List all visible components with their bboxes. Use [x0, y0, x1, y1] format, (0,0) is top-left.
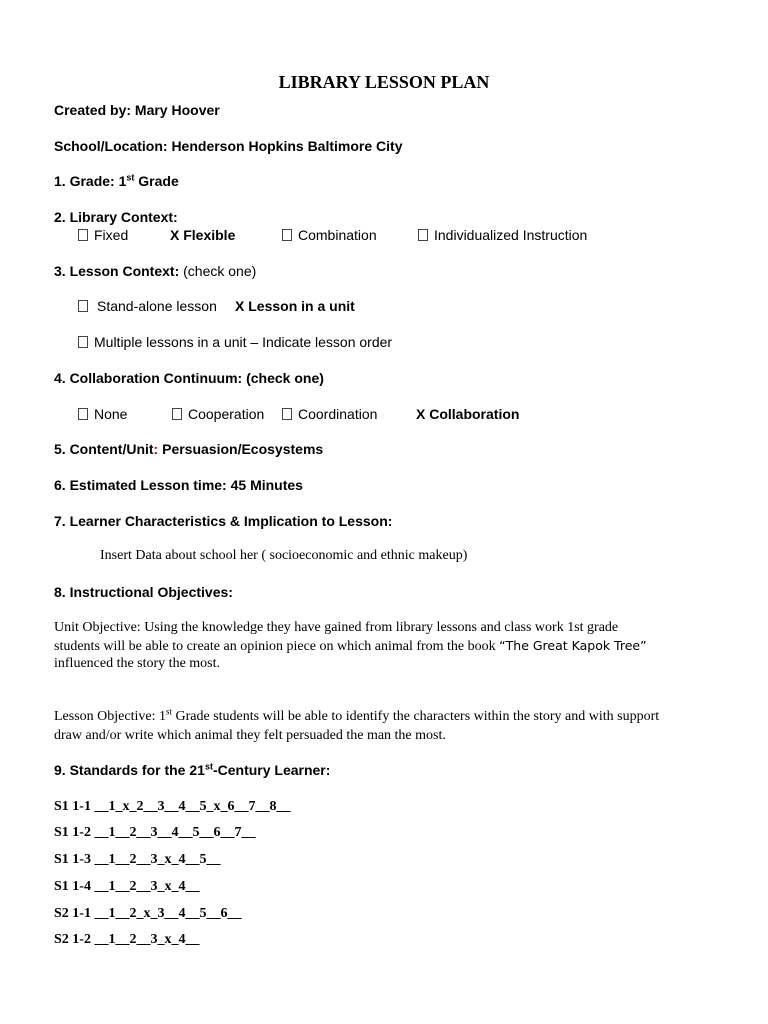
standards-label-suffix: -Century Learner:: [212, 762, 331, 778]
grade-suffix: Grade: [134, 173, 179, 189]
book-title: “The Great Kapok Tree”: [499, 638, 647, 653]
lesson-time: 6. Estimated Lesson time: 45 Minutes: [54, 477, 303, 493]
grade-label: 1. Grade: 1: [54, 173, 127, 189]
option-none-label: None: [94, 406, 128, 422]
option-none: [78, 406, 127, 422]
lesson-context-line: [54, 263, 256, 279]
objectives-label: 8. Instructional Objectives:: [54, 584, 233, 600]
option-individualized: [418, 227, 587, 243]
standards-label-prefix: 9. Standards for the 21: [54, 762, 205, 778]
school-location: School/Location: Henderson Hopkins Baltimore City: [54, 138, 403, 154]
created-by: Created by: Mary Hoover: [54, 102, 220, 118]
grade-sup: st: [126, 172, 135, 183]
checkbox-icon: [78, 229, 88, 241]
standard-row: S2 1-1 __1__2_x_3__4__5__6__: [54, 906, 242, 921]
grade-line: [54, 173, 179, 189]
lesson-objective-sup: st: [165, 706, 172, 717]
library-context-label: 2. Library Context:: [54, 209, 178, 225]
content-unit-prefix: 5. Content/Unit: [54, 441, 154, 457]
option-in-unit: X Lesson in a unit: [235, 298, 355, 314]
option-fixed-label: Fixed: [94, 227, 129, 243]
content-unit-line: [54, 441, 323, 457]
checkbox-icon: [78, 408, 88, 420]
option-combination-label: Combination: [298, 227, 377, 243]
unit-objective-line3: influenced the story the most.: [54, 656, 221, 671]
standards-label: [54, 762, 330, 778]
standard-row: S1 1-2 __1__2__3__4__5__6__7__: [54, 825, 256, 840]
option-combination: [282, 227, 377, 243]
lesson-objective-prefix: Lesson Objective: 1: [54, 709, 166, 724]
option-multiple-label: Multiple lessons in a unit – Indicate lesson order: [94, 334, 393, 350]
option-coordination-label: Coordination: [298, 406, 378, 422]
unit-objective-line1: Unit Objective: Using the knowledge they have gained from library lessons and class work 1st grade: [54, 620, 619, 635]
lesson-context-hint: (check one): [179, 263, 257, 279]
checkbox-icon: [282, 408, 292, 420]
checkbox-icon: [418, 229, 428, 241]
option-collaboration: X Collaboration: [416, 406, 520, 422]
option-cooperation: [172, 406, 264, 422]
option-standalone: [78, 298, 217, 314]
option-standalone-label: Stand-alone lesson: [97, 298, 217, 314]
unit-objective-line2-text: students will be able to create an opinion piece on which animal from the book: [54, 639, 500, 654]
checkbox-icon: [78, 300, 88, 312]
checkbox-icon: [172, 408, 182, 420]
collaboration-label: 4. Collaboration Continuum: (check one): [54, 370, 324, 386]
standards-label-sup: st: [204, 761, 213, 772]
content-unit-colon: :: [153, 441, 159, 457]
option-fixed: [78, 227, 128, 243]
learner-text: Insert Data about school her ( socioeconomic and ethnic makeup): [100, 548, 468, 563]
content-unit-value: Persuasion/Ecosystems: [158, 441, 324, 457]
standard-row: S2 1-2 __1__2__3_x_4__: [54, 932, 200, 947]
learner-label: 7. Learner Characteristics & Implication to Lesson:: [54, 513, 393, 529]
standard-row: S1 1-4 __1__2__3_x_4__: [54, 879, 200, 894]
standard-row: S1 1-3 __1__2__3_x_4__5__: [54, 852, 221, 867]
standard-row: S1 1-1 __1_x_2__3__4__5_x_6__7__8__: [54, 799, 291, 814]
option-multiple: [78, 334, 392, 350]
lesson-objective-text: Grade students will be able to identify the characters within the story and with support: [172, 709, 660, 724]
lesson-context-label: 3. Lesson Context:: [54, 263, 180, 279]
unit-objective-line2: [54, 638, 647, 655]
option-coordination: [282, 406, 377, 422]
option-individualized-label: Individualized Instruction: [434, 227, 588, 243]
lesson-objective-line2: draw and/or write which animal they felt persuaded the man the most.: [54, 728, 446, 743]
option-flexible: X Flexible: [170, 227, 236, 243]
lesson-objective-line1: [54, 706, 660, 725]
page-title: LIBRARY LESSON PLAN: [278, 72, 490, 92]
checkbox-icon: [282, 229, 292, 241]
checkbox-icon: [78, 336, 88, 348]
option-cooperation-label: Cooperation: [188, 406, 265, 422]
